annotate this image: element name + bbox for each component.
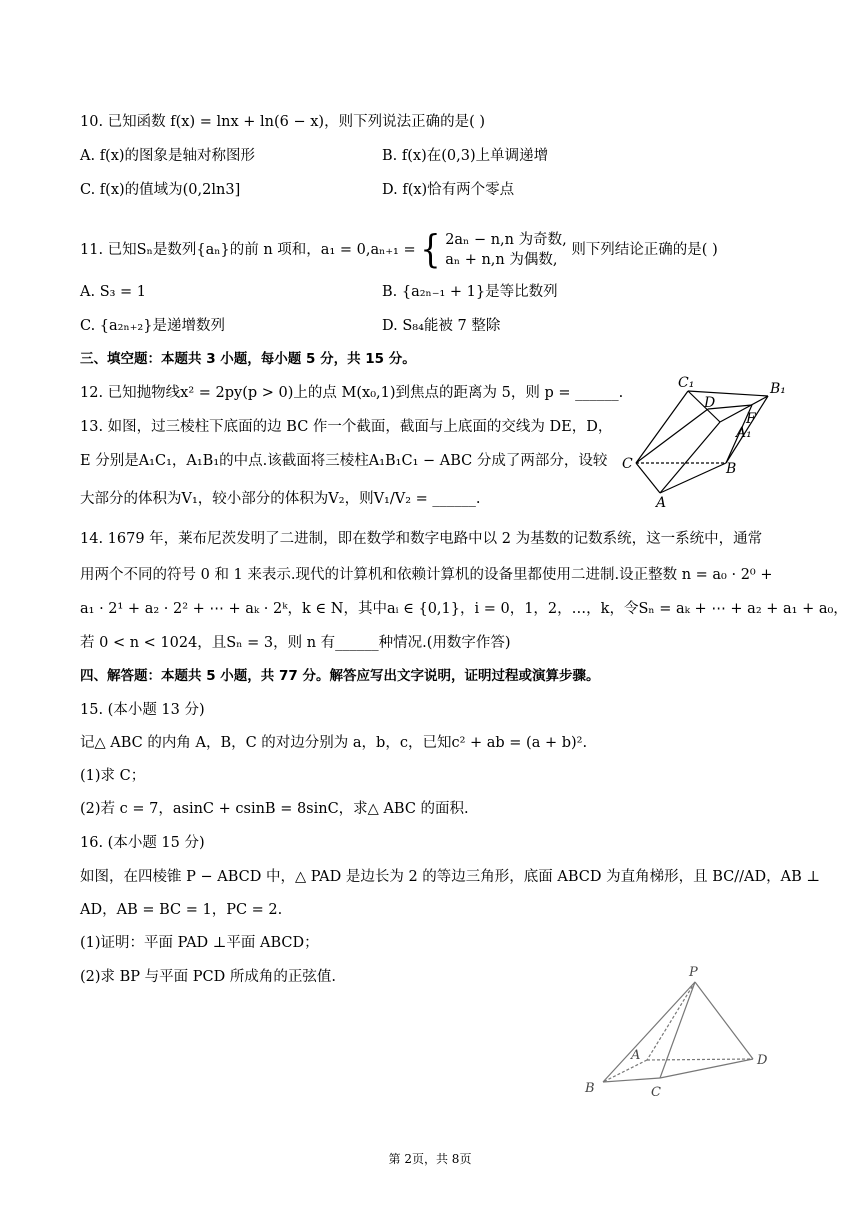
q10-option-d: D. f(x)恰有两个零点 (382, 182, 515, 198)
q11-option-d: D. S₈₄能被 7 整除 (382, 318, 501, 334)
page-footer: 第 2页，共 8页 (388, 1152, 472, 1166)
q10-option-b: B. f(x)在(0,3)上单调递增 (382, 148, 549, 164)
label-b: B (585, 1081, 595, 1096)
q10-option-a: A. f(x)的图象是轴对称图形 (80, 148, 256, 164)
q16-part-2: (2)求 BP 与平面 PCD 所成角的正弦值. (80, 969, 336, 985)
section-4-heading: 四、解答题：本题共 5 小题，共 77 分。解答应写出文字说明，证明过程或演算步骤。 (80, 668, 600, 684)
q10-stem: 10. 已知函数 f(x) = lnx + ln(6 − x)，则下列说法正确的是( ) (80, 114, 486, 130)
label-c: C (622, 456, 633, 472)
q14-line-4: 若 0 < n < 1024，且Sₙ = 3，则 n 有______种情况.(用数字作答) (80, 635, 511, 651)
q11-stem-pre: 11. 已知Sₙ是数列{aₙ}的前 n 项和，a₁ = 0,aₙ₊₁ = (80, 242, 416, 258)
prism-figure (620, 375, 800, 515)
q13-line-2: E 分别是A₁C₁，A₁B₁的中点.该截面将三棱柱A₁B₁C₁ − ABC 分成了两部分，设较 (80, 453, 608, 469)
q13-line-1: 13. 如图，过三棱柱下底面的边 BC 作一个截面，截面与上底面的交线为 DE，D， (80, 419, 613, 435)
label-d: D (704, 395, 716, 411)
label-a1: A₁ (736, 425, 752, 441)
label-c: C (651, 1085, 661, 1100)
q16-title: 16. (本小题 15 分) (80, 835, 205, 851)
q11-option-a: A. S₃ = 1 (80, 284, 147, 300)
q14-line-3: a₁ · 2¹ + a₂ · 2² + ⋯ + aₖ · 2ᵏ，k ∈ N，其中aᵢ ∈ {0,1}，i = 0，1，2，…，k，令Sₙ = aₖ + ⋯ + a₂ + a₁ + a₀， (80, 601, 848, 617)
q15-part-2: (2)若 c = 7，asinC + csinB = 8sinC，求△ ABC 的面积. (80, 801, 469, 817)
label-a: A (631, 1048, 641, 1063)
q11-piecewise (445, 230, 567, 270)
q11-case-even: aₙ + n,n 为偶数, (445, 252, 558, 268)
q15-part-1: (1)求 C； (80, 768, 146, 784)
q16-line-2: AD，AB = BC = 1，PC = 2. (80, 902, 283, 918)
q10-option-c: C. f(x)的值域为(0,2ln3] (80, 182, 241, 198)
q13-line-3: 大部分的体积为V₁，较小部分的体积为V₂，则V₁/V₂ = ______. (80, 491, 481, 507)
q15-line-1: 记△ ABC 的内角 A，B，C 的对边分别为 a，b，c，已知c² + ab = (a + b)². (80, 735, 588, 751)
q11-stem-post: 则下列结论正确的是( ) (571, 242, 718, 258)
q15-title: 15. (本小题 13 分) (80, 702, 205, 718)
label-b: B (726, 461, 737, 477)
label-p: P (689, 965, 698, 980)
q14-line-2: 用两个不同的符号 0 和 1 来表示.现代的计算机和依赖计算机的设备里都使用二进制.设正整数 n = a₀ · 2⁰ + (80, 567, 773, 583)
q16-line-1: 如图，在四棱锥 P − ABCD 中，△ PAD 是边长为 2 的等边三角形，底面 ABCD 为直角梯形，且 BC//AD，AB ⊥ (80, 869, 820, 885)
q11-case-odd: 2aₙ − n,n 为奇数, (445, 232, 567, 248)
label-d: D (757, 1053, 768, 1068)
pyramid-figure (575, 962, 775, 1102)
label-f: F (746, 411, 756, 427)
label-b1: B₁ (770, 381, 786, 397)
q11-brace: { (420, 226, 441, 272)
label-a: A (656, 495, 667, 511)
q14-line-1: 14. 1679 年，莱布尼茨发明了二进制，即在数学和数字电路中以 2 为基数的记数系统，这一系统中，通常 (80, 531, 763, 547)
section-3-heading: 三、填空题：本题共 3 小题，每小题 5 分，共 15 分。 (80, 351, 416, 367)
q16-part-1: (1)证明：平面 PAD ⊥平面 ABCD； (80, 935, 319, 951)
q11-stem (80, 226, 718, 272)
label-c1: C₁ (678, 375, 695, 391)
q11-option-c: C. {a₂ₙ₊₂}是递增数列 (80, 318, 225, 334)
q11-option-b: B. {a₂ₙ₋₁ + 1}是等比数列 (382, 284, 558, 300)
q12-text: 12. 已知抛物线x² = 2py(p > 0)上的点 M(x₀,1)到焦点的距离为 5，则 p = ______. (80, 385, 624, 401)
